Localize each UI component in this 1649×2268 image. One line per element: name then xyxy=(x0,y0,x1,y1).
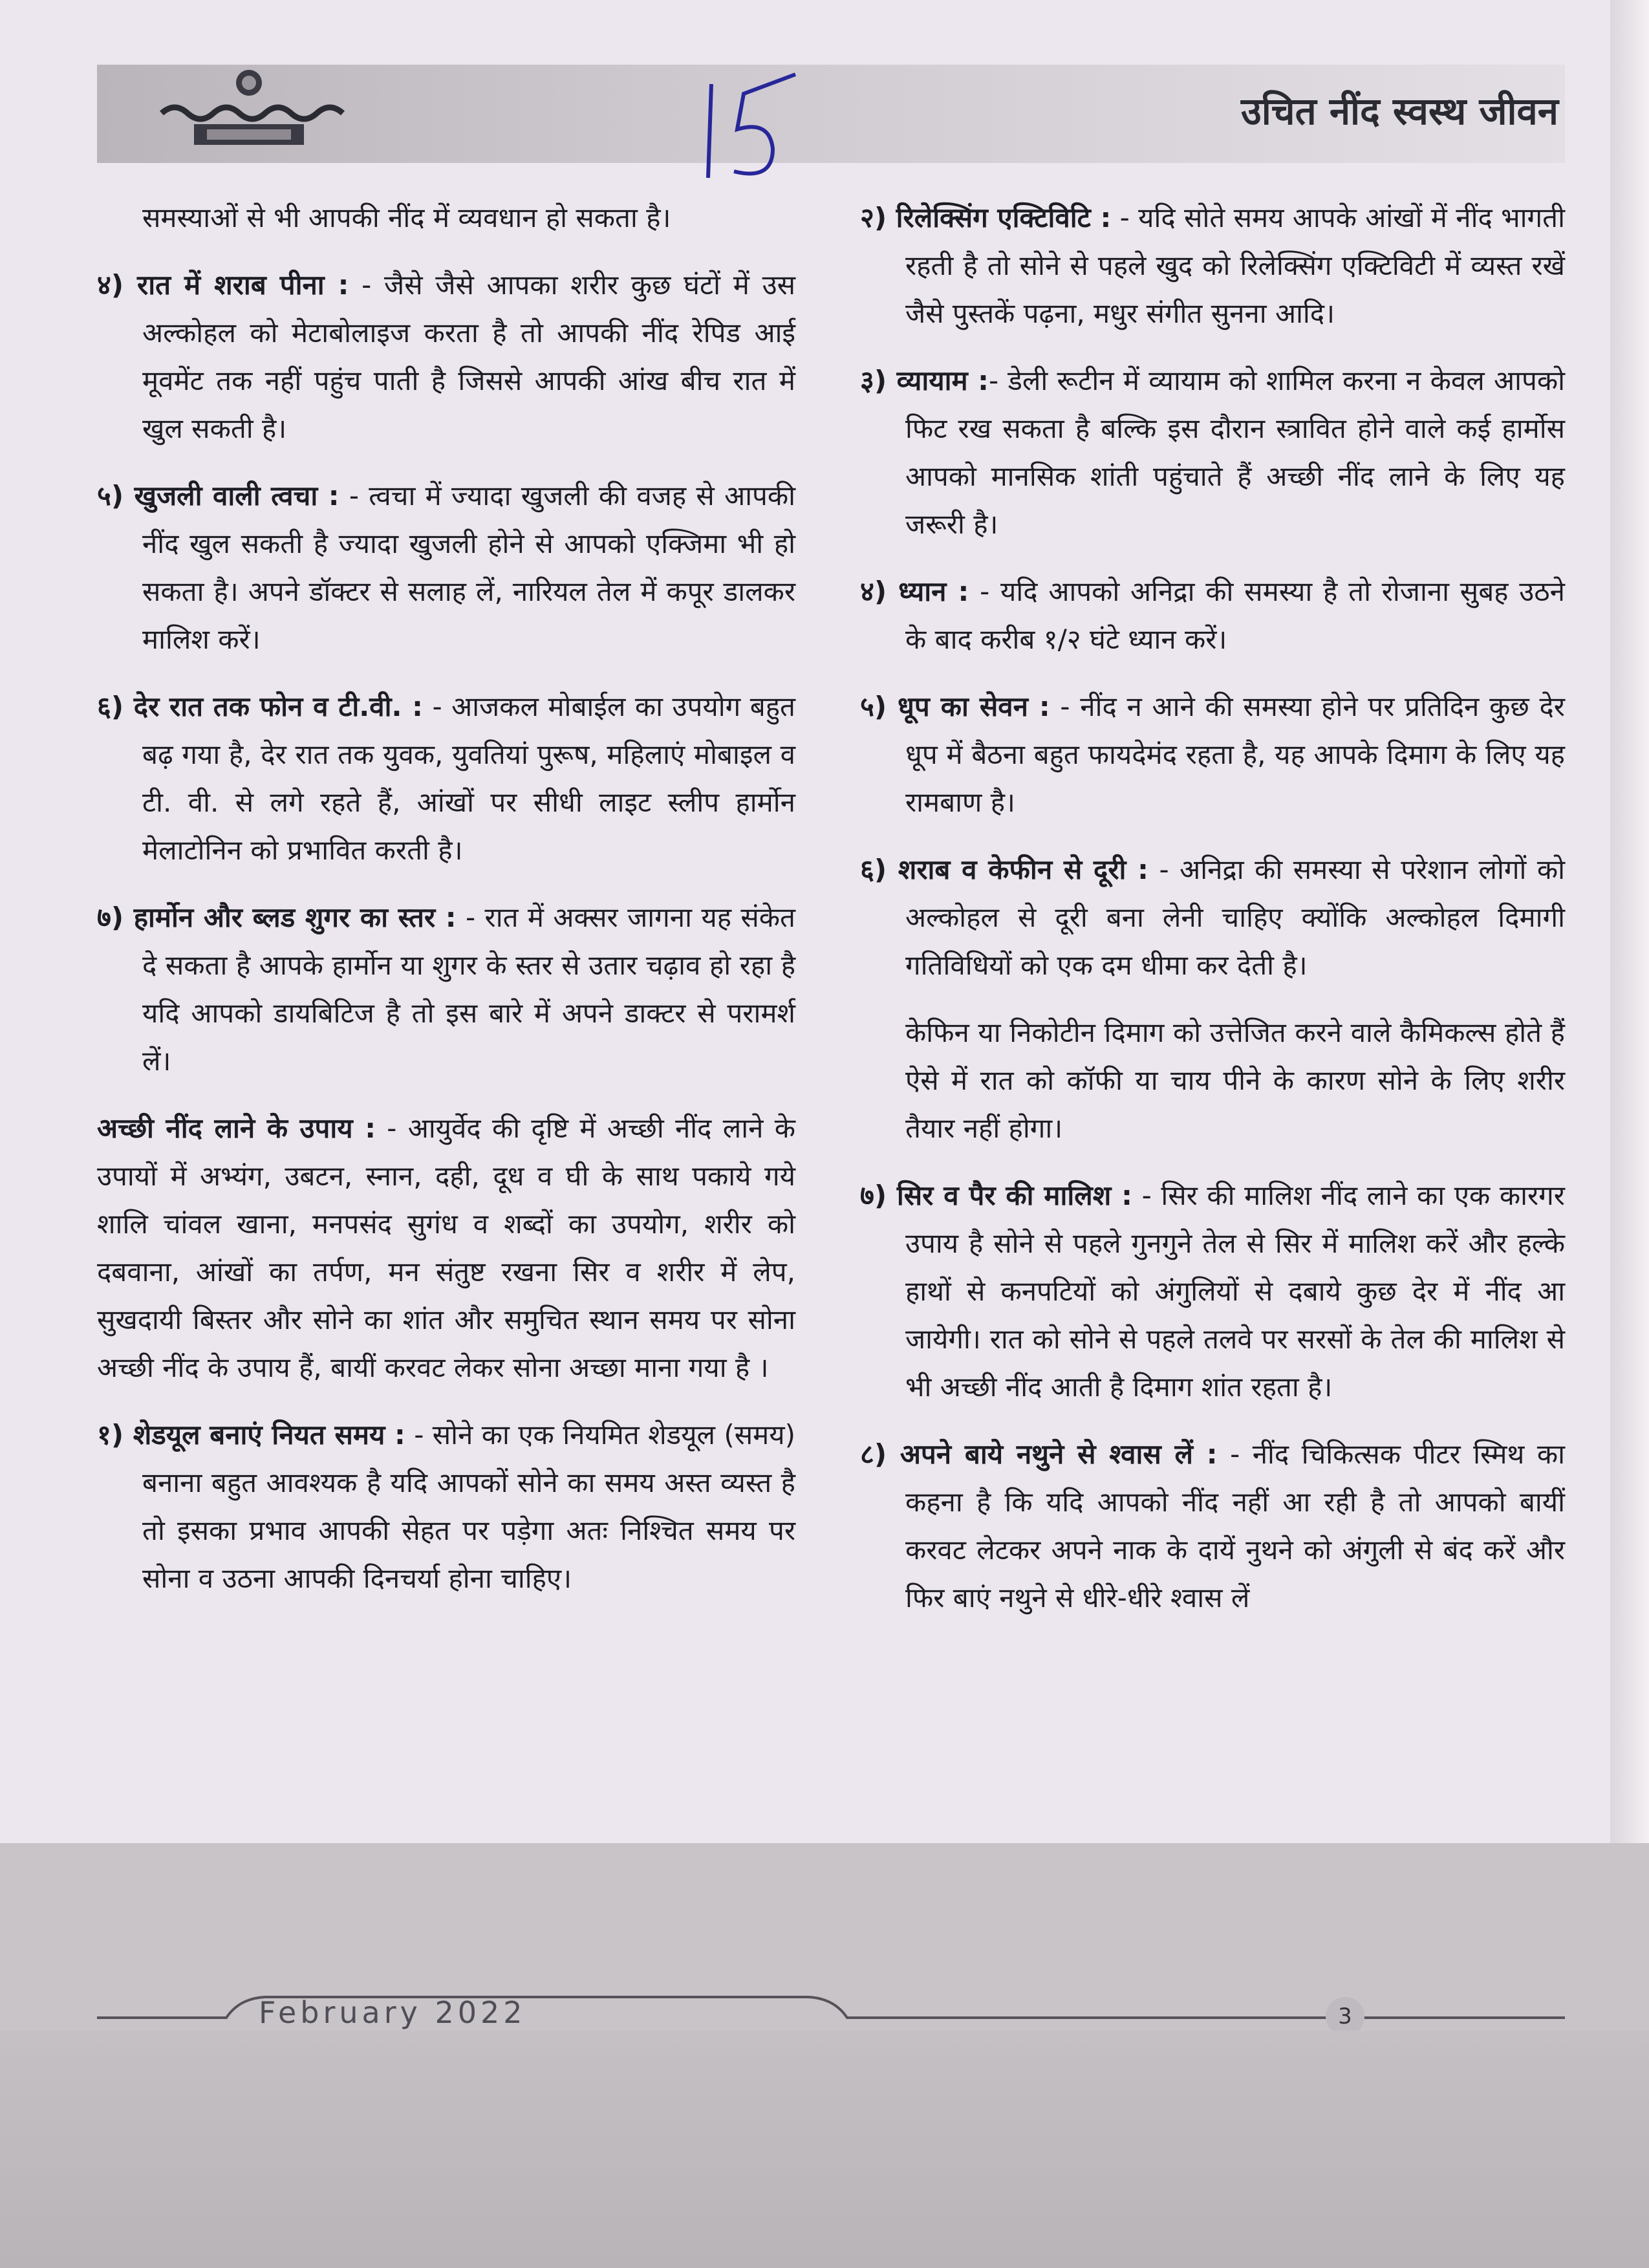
right-paragraph xyxy=(860,1172,1565,1411)
left-column xyxy=(97,194,795,1622)
paragraph-heading: ५) धूप का सेवन : xyxy=(860,691,1050,722)
paragraph-body: - जैसे जैसे आपका शरीर कुछ घंटों में उस अल्कोहल को मेटाबोलाइज करता है तो आपकी नींद रेपिड आई मूवमेंट तक नहीं पहुंच पाती है जिससे आपकी आंख बीच रात में खुल सकती है। xyxy=(142,269,795,444)
paragraph-body: समस्याओं से भी आपकी नींद में व्यवधान हो सकता है। xyxy=(142,202,671,233)
right-paragraph xyxy=(860,1009,1565,1152)
right-paragraph xyxy=(860,683,1565,826)
right-paragraph xyxy=(860,194,1565,338)
paragraph-body: - यदि आपको अनिद्रा की समस्या है तो रोजाना सुबह उठने के बाद करीब १/२ घंटे ध्यान करें। xyxy=(905,576,1565,655)
scan-background xyxy=(0,2031,1649,2268)
paragraph-body: - सोने का एक नियमित शेडयूल (समय) बनाना बहुत आवश्यक है यदि आपकों सोने का समय अस्त व्यस्त है तो इसका प्रभाव आपकी सेहत पर पड़ेगा अतः निश्चित समय पर सोना व उठना आपकी दिनचर्या होना चाहिए। xyxy=(142,1419,795,1594)
paragraph-body: - रात में अक्सर जागना यह संकेत दे सकता है आपके हार्मोन या शुगर के स्तर से उतार चढ़ाव हो रहा है यदि आपको डायबिटिज है तो इस बारे में अपने डाक्टर से परामर्श लें। xyxy=(142,902,795,1077)
paragraph-body: - नींद चिकित्सक पीटर स्मिथ का कहना है कि यदि आपको नींद नहीं आ रही है तो आपको बायीं करवट लेटकर अपने नाक के दायें नुथने को अंगुली से बंद करें और फिर बाएं नथुने से धीरे-धीरे श्वास लें xyxy=(905,1438,1565,1614)
paragraph-heading: २) रिलेक्सिंग एक्टिविटि : xyxy=(860,202,1112,233)
paragraph-heading: ५) खुजली वाली त्वचा : xyxy=(97,480,339,512)
paragraph-body: - यदि सोते समय आपके आंखों में नींद भागती रहती है तो सोने से पहले खुद को रिलेक्सिंग एक्टिविटी में व्यस्त रखें जैसे पुस्तकें पढ़ना, मधुर संगीत सुनना आदि। xyxy=(905,202,1565,329)
page-title: उचित नींद स्वस्थ जीवन xyxy=(1240,89,1558,133)
handwritten-page-mark xyxy=(698,58,815,188)
left-paragraph xyxy=(97,194,795,242)
right-column xyxy=(860,194,1565,1641)
right-paragraph xyxy=(860,1431,1565,1622)
paragraph-heading: ६) शराब व केफीन से दूरी : xyxy=(860,854,1148,885)
paragraph-body: - अनिद्रा की समस्या से परेशान लोगों को अल्कोहल से दूरी बना लेनी चाहिए क्योंकि अल्कोहल दिमागी गतिविधियों को एक दम धीमा कर देती है। xyxy=(905,854,1565,981)
footer-text: February 2022 xyxy=(259,1995,526,2030)
paragraph-body: - डेली रूटीन में व्यायाम को शामिल करना न केवल आपको फिट रख सकता है बल्कि इस दौरान स्त्रावित होने वाले कई हार्मोस आपको मानसिक शांती पहुंचाते हैं अच्छी नींद लाने के लिए यह जरूरी है। xyxy=(905,365,1565,540)
paragraph-body: - आयुर्वेद की दृष्टि में अच्छी नींद लाने के उपायों में अभ्यंग, उबटन, स्नान, दही, दूध व घी के साथ पकाये गये शालि चांवल खाना, मनपसंद सुगंध व शब्दों का उपयोग, शरीर को दबवाना, आंखों का तर्पण, मन संतुष्ट रखना सिर व शरीर में लेप, सुखदायी बिस्तर और सोने का शांत और समुचित स्थान समय पर सोना अच्छी नींद के उपाय हैं, बायीं करवट लेकर सोना अच्छा माना गया है । xyxy=(97,1112,795,1383)
paragraph-body: - सिर की मालिश नींद लाने का एक कारगर उपाय है सोने से पहले गुनगुने तेल से सिर में मालिश करें और हल्के हाथों से कनपटियों को अंगुलियों से दबाये कुछ देर में नींद आ जायेगी। रात को सोने से पहले तलवे पर सरसों के तेल की मालिश से भी अच्छी नींद आती है दिमाग शांत रहता है। xyxy=(905,1180,1565,1403)
left-paragraph xyxy=(97,1105,795,1392)
paragraph-body: - त्वचा में ज्यादा खुजली की वजह से आपकी नींद खुल सकती है ज्यादा खुजली होने से आपको एक्जिमा भी हो सकता है। अपने डॉक्टर से सलाह लें, नारियल तेल में कपूर डालकर मालिश करें। xyxy=(142,480,796,655)
paragraph-heading: ७) हार्मोन और ब्लड शुगर का स्तर : xyxy=(97,902,457,933)
paragraph-heading: ७) सिर व पैर की मालिश : xyxy=(860,1180,1132,1211)
paragraph-heading: १) शेडयूल बनाएं नियत समय : xyxy=(97,1419,405,1451)
right-paragraph xyxy=(860,568,1565,664)
page-number: 3 xyxy=(1326,1997,1364,2036)
left-paragraph xyxy=(97,472,795,664)
left-paragraph xyxy=(97,894,795,1085)
right-paragraph xyxy=(860,846,1565,989)
paragraph-heading: ८) अपने बाये नथुने से श्वास लें : xyxy=(860,1438,1218,1470)
paragraph-heading: अच्छी नींद लाने के उपाय : xyxy=(97,1112,376,1144)
paragraph-heading: ४) ध्यान : xyxy=(860,576,969,607)
paragraph-heading: ६) देर रात तक फोन व टी.वी. : xyxy=(97,691,423,722)
page-edge xyxy=(1610,0,1649,1843)
magazine-logo-icon xyxy=(149,65,349,162)
paragraph-heading: ४) रात में शराब पीना : xyxy=(97,269,349,301)
left-paragraph xyxy=(97,683,795,874)
paragraph-heading: ३) व्यायाम : xyxy=(860,365,989,396)
left-paragraph xyxy=(97,261,795,453)
left-paragraph xyxy=(97,1411,795,1603)
paragraph-body: - नींद न आने की समस्या होने पर प्रतिदिन कुछ देर धूप में बैठना बहुत फायदेमंद रहता है, यह आपके दिमाग के लिए यह रामबाण है। xyxy=(905,691,1565,818)
paragraph-body: केफिन या निकोटीन दिमाग को उत्तेजित करने वाले कैमिकल्स होते हैं ऐसे में रात को कॉफी या चाय पीने के कारण सोने के लिए शरीर तैयार नहीं होगा। xyxy=(905,1017,1565,1144)
right-paragraph xyxy=(860,357,1565,548)
paragraph-body: - आजकल मोबाईल का उपयोग बहुत बढ़ गया है, देर रात तक युवक, युवतियां पुरूष, महिलाएं मोबाइल व टी. वी. से लगे रहते हैं, आंखों पर सीधी लाइट स्लीप हार्मोन मेलाटोनिन को प्रभावित करती है। xyxy=(142,691,795,866)
